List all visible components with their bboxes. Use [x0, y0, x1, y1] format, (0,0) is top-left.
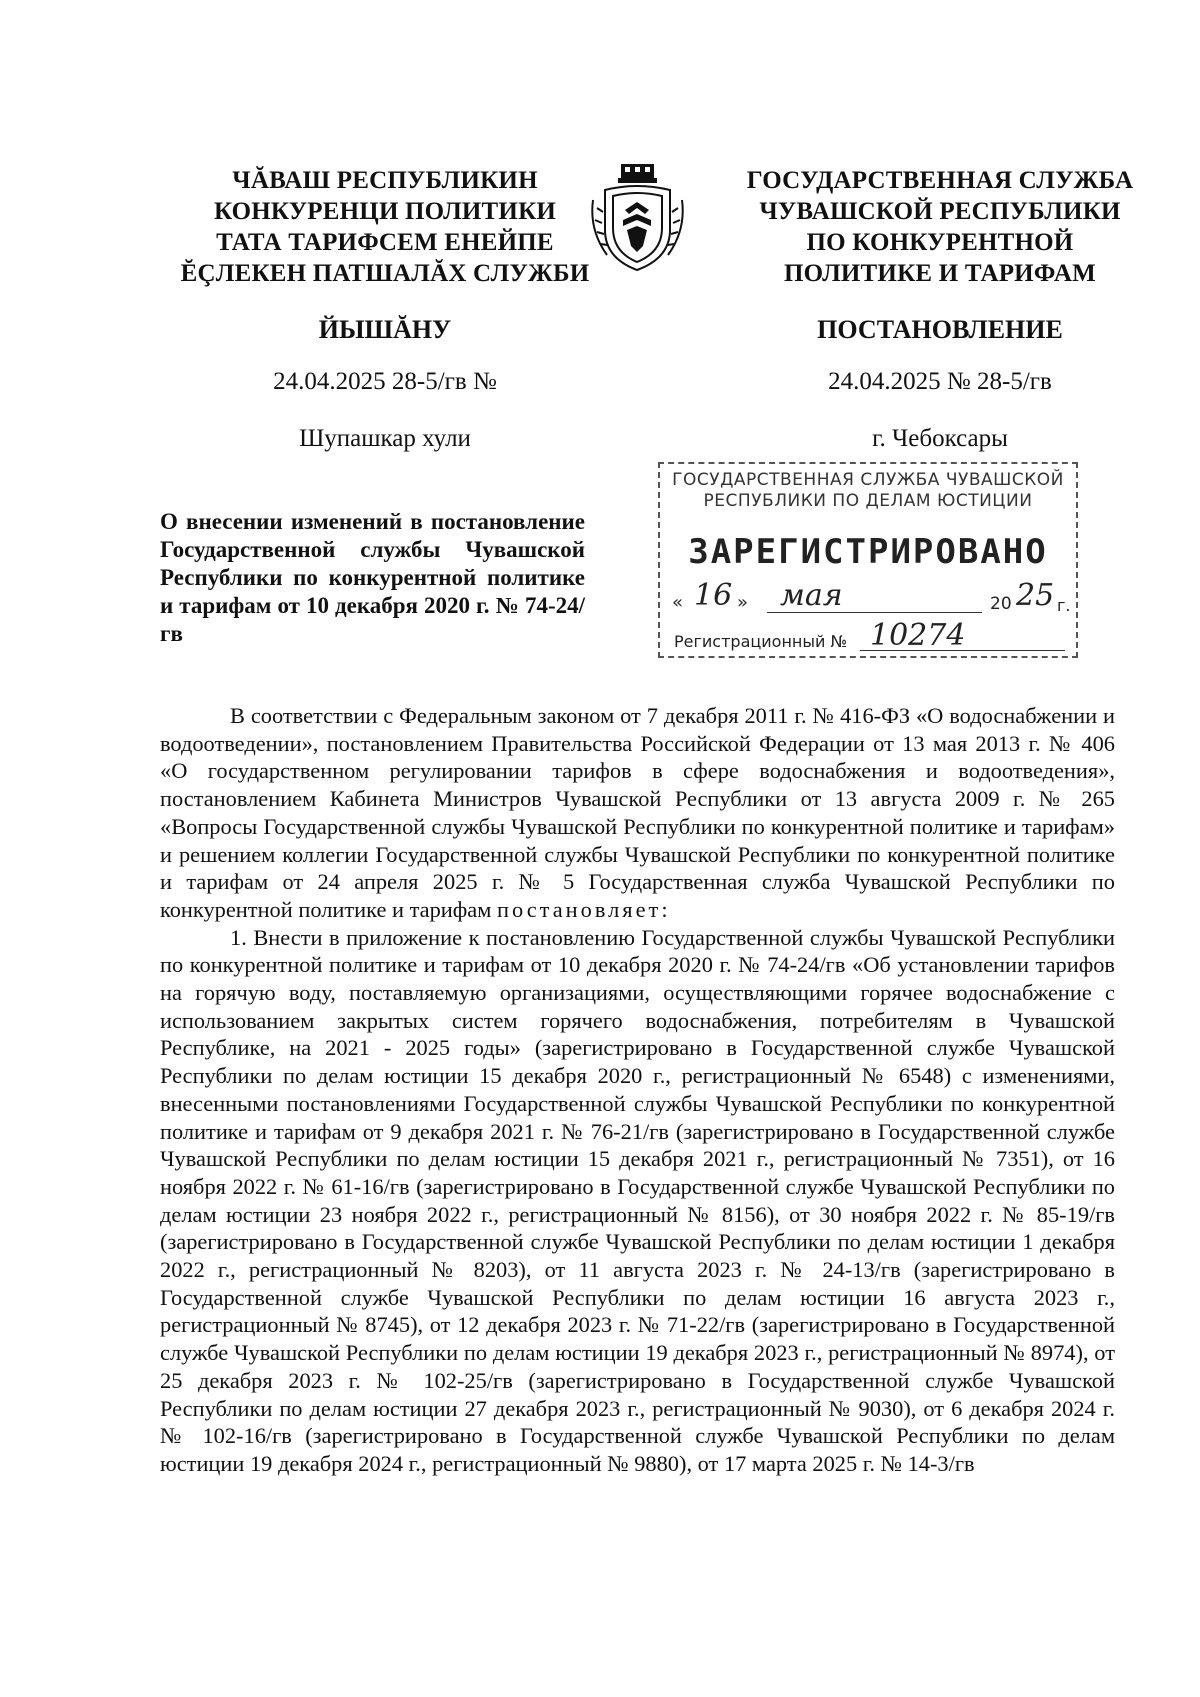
stamp-org-line: ГОСУДАРСТВЕННАЯ СЛУЖБА ЧУВАШСКОЙ: [672, 470, 1064, 490]
body-paragraph-preamble: [160, 702, 1115, 924]
doc-type-russian: ПОСТАНОВЛЕНИЕ: [817, 315, 1063, 344]
stamp-organization: [660, 470, 1076, 512]
stamp-date-underline: [767, 612, 982, 613]
stamp-year-prefix: 20: [990, 594, 1012, 614]
stamp-day: 16: [694, 578, 733, 613]
stamp-month: мая: [780, 578, 843, 613]
header-left-line: ЧĂВАШ РЕСПУБЛИКИН: [232, 167, 538, 194]
doc-type-chuvash: ЙЫШĂНУ: [318, 315, 452, 344]
document-body: [160, 702, 1115, 1478]
city-russian: г. Чебоксары: [872, 425, 1008, 452]
header-left-line: КОНКУРЕНЦИ ПОЛИТИКИ: [213, 198, 557, 225]
header-right-line: ЧУВАШСКОЙ РЕСПУБЛИКИ: [759, 198, 1121, 225]
stamp-number-underline: [860, 650, 1065, 651]
header-right-russian: [740, 165, 1140, 289]
stamp-registered-label: ЗАРЕГИСТРИРОВАНО: [688, 532, 1048, 572]
preamble-colon: :: [661, 896, 668, 922]
registration-stamp: [658, 462, 1078, 658]
city-chuvash: Шупашкар хули: [299, 425, 471, 452]
stamp-reg-value: 10274: [870, 618, 966, 653]
stamp-year-unit: г.: [1057, 596, 1071, 615]
doc-date-russian: 24.04.2025 № 28-5/гв: [828, 368, 1052, 395]
stamp-quote-close: »: [737, 592, 749, 613]
doc-date-chuvash: 24.04.2025 28-5/гв №: [273, 368, 497, 395]
stamp-year-suffix: 25: [1016, 578, 1055, 613]
preamble-resolves: постановляет: [496, 896, 662, 922]
stamp-registration-number: [672, 618, 1067, 654]
header-left-line: ТАТА ТАРИФСЕМ ЕНЕЙПЕ: [216, 229, 554, 256]
document-title: О внесении изменений в постановление Государственной службы Чувашской Республики по конкурентной политике и тарифам от 10 декабря 2020 г. № 74-24/гв: [160, 509, 585, 646]
body-paragraph-item-1: 1. Внести в приложение к постановлению Государственной службы Чувашской Республики по конкурентной политике и тарифам от 10 декабря 2020 г. № 74-24/гв «Об установлении тарифов на горячую воду, поставляемую организациями, осуществляющими горячее водоснабжение с использованием закрытых систем горячего водоснабжения, потребителям в Чувашской Республике, на 2021 - 2025 годы» (зарегистрировано в Государственной службе Чувашской Республики по делам юстиции 15 декабря 2020 г., регистрационный № 6548) с изменениями, внесенными постановлениями Государственной службы Чувашской Республики по конкурентной политике и тарифам от 9 декабря 2021 г. № 76-21/гв (зарегистрировано в Государственной службе Чувашской Республики по делам юстиции 15 декабря 2021 г., регистрационный № 7351), от 16 ноября 2022 г. № 61-16/гв (зарегистрировано в Государственной службе Чувашской Республики по делам юстиции 23 ноября 2022 г., регистрационный № 8156), от 30 ноября 2022 г. № 85-19/гв (зарегистрировано в Государственной службе Чувашской Республики по делам юстиции 1 декабря 2022 г., регистрационный № 8203), от 11 августа 2023 г. № 24-13/гв (зарегистрировано в Государственной службе Чувашской Республики по делам юстиции 16 августа 2023 г., регистрационный № 8745), от 12 декабря 2023 г. № 71-22/гв (зарегистрировано в Государственной службе Чувашской Республики по делам юстиции 19 декабря 2023 г., регистрационный № 8974), от 25 декабря 2023 г. № 102-25/гв (зарегистрировано в Государственной службе Чувашской Республики по делам юстиции 27 декабря 2023 г., регистрационный № 9030), от 6 декабря 2024 г. № 102-16/гв (зарегистрировано в Государственной службе Чувашской Республики по делам юстиции 19 декабря 2024 г., регистрационный № 9880), от 17 марта 2025 г. № 14-3/гв: [160, 924, 1115, 1476]
header-right-line: ПО КОНКУРЕНТНОЙ: [806, 229, 1074, 256]
header-left-line: ĔÇЛЕКЕН ПАТШАЛĂХ СЛУЖБИ: [180, 260, 590, 287]
header-left-chuvash: [180, 165, 590, 289]
coat-of-arms-icon: [585, 160, 690, 275]
stamp-quote-open: «: [672, 592, 684, 613]
preamble-text: В соответствии с Федеральным законом от 7 декабря 2011 г. № 416-ФЗ «О водоснабжении и водоотведении», постановлением Правительства Российской Федерации от 13 мая 2013 г. № 406 «О государственном регулировании тарифов в сфере водоснабжения и водоотведения», постановлением Кабинета Министров Чувашской Республики от 13 августа 2009 г. № 265 «Вопросы Государственной службы Чувашской Республики по конкурентной политике и тарифам» и решением коллегии Государственной службы Чувашской Республики по конкурентной политике и тарифам от 24 апреля 2025 г. № 5 Государственная служба Чувашской Республики по конкурентной политике и тарифам: [160, 703, 1115, 922]
stamp-date: [672, 578, 1071, 616]
stamp-reg-label: Регистрационный №: [674, 632, 848, 651]
stamp-org-line: РЕСПУБЛИКИ ПО ДЕЛАМ ЮСТИЦИИ: [703, 491, 1033, 511]
header-right-line: ПОЛИТИКЕ И ТАРИФАМ: [784, 260, 1096, 287]
header-right-line: ГОСУДАРСТВЕННАЯ СЛУЖБА: [746, 167, 1134, 194]
